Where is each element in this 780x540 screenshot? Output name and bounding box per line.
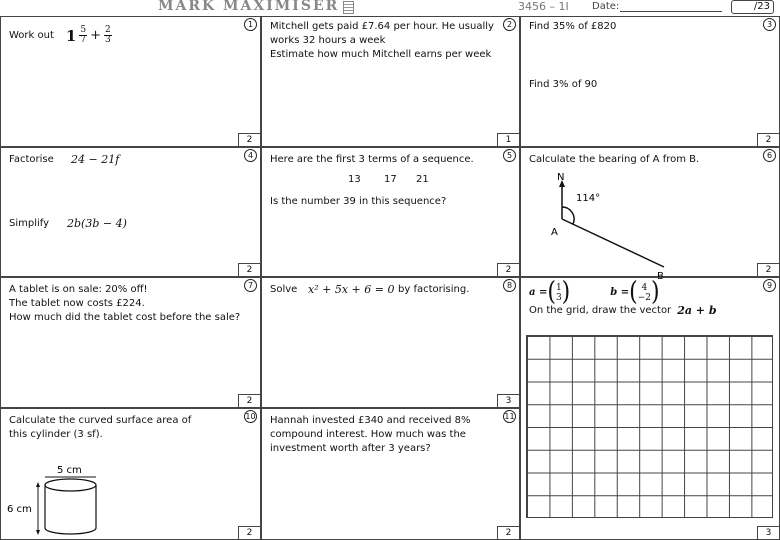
q8-label-b: by factorising. [398,284,470,295]
q4-expr-a: 24 − 21f [71,153,120,166]
question-grid [0,16,780,540]
question-number: 11 [504,412,515,421]
q3-text-a: Find 35% of £820 [529,21,617,32]
q8-label-a: Solve [270,284,298,295]
q11-text: Hannah invested £340 and received 8% compound interest. How much was the investment worth after 3 years? [270,415,471,454]
question-number: 8 [503,279,516,292]
marks-box: 2 [238,394,260,407]
vector-b-label: b = [610,287,630,298]
question-10[interactable] [0,408,261,540]
cylinder-top [45,479,96,491]
q4-label-a: Factorise [9,154,54,165]
question-9[interactable] [520,277,780,540]
question-number: 2 [503,18,516,31]
q9-text: On the grid, draw the vector [529,305,672,316]
marks-box: 2 [238,526,260,539]
question-8[interactable] [261,277,520,408]
q5-text-b: Is the number 39 in this sequence? [270,196,447,207]
north-label: N [557,172,565,183]
question-11[interactable] [261,408,520,540]
question-number: 10 [245,412,256,421]
marks-box: 2 [757,263,779,276]
q5-term-3: 21 [416,174,429,185]
question-number: 6 [763,149,776,162]
vector-a: ( 1 3 ) [547,277,571,308]
question-number: 1 [244,18,257,31]
height-arrow-up-icon [36,482,40,487]
question-3[interactable] [520,16,780,147]
height-label: 6 cm [7,504,32,515]
q1-whole: 1 [65,26,77,45]
brand-title: MARK MAXIMISER [158,0,340,14]
vector-grid[interactable] [526,335,773,518]
point-b-label: B [657,271,664,282]
marks-box: 3 [757,526,779,539]
worksheet-code: 3456 – 1I [518,0,569,13]
marks-box: 2 [238,133,260,146]
q10-text: Calculate the curved surface area of this cylinder (3 sf). [9,415,192,440]
score-box[interactable]: /23 [731,0,774,14]
question-7[interactable] [0,277,261,408]
question-6[interactable] [520,147,780,282]
q9-expr: 2a + b [677,304,717,317]
question-1[interactable] [0,16,261,147]
date-label: Date: [592,1,620,12]
q1-label: Work out [9,29,54,41]
marks-box: 2 [238,263,260,276]
bearing-line [562,219,664,267]
q1-fraction-2: $\frac{2}{3}$ [104,25,111,45]
q4-label-b: Simplify [9,218,50,229]
cylinder-diagram [5,465,115,537]
q8-expr: x² + 5x + 6 = 0 [308,283,395,296]
q3-text-b: Find 3% of 90 [529,79,598,90]
cylinder-body [45,485,96,534]
point-a-label: A [551,227,558,238]
q1-operator: + [90,27,101,43]
marks-box: 2 [757,133,779,146]
question-4[interactable] [0,147,261,277]
question-number: 5 [503,149,516,162]
diameter-label: 5 cm [57,465,82,476]
angle-label: 114° [576,193,601,204]
marks-box: 1 [497,133,519,146]
question-number: 4 [244,149,257,162]
q4-expr-b: 2b(3b − 4) [67,217,127,230]
vector-b: ( 4 −2 ) [629,277,660,308]
q5-term-2: 17 [384,174,397,185]
question-number: 3 [763,18,776,31]
marks-box: 2 [497,263,519,276]
height-arrow-down-icon [36,530,40,535]
q7-text: A tablet is on sale: 20% off! The tablet now costs £224. How much did the tablet cost before the sale? [9,284,241,323]
header [0,0,780,16]
question-2[interactable] [261,16,520,147]
marks-box: 3 [497,394,519,407]
q6-text: Calculate the bearing of A from B. [529,154,700,165]
marks-box: 2 [497,526,519,539]
question-5[interactable] [261,147,520,277]
bearing-diagram [541,172,741,282]
q5-term-1: 13 [348,174,361,185]
q2-text: Mitchell gets paid £7.64 per hour. He usually works 32 hours a week Estimate how much Mitchell earns per week [270,21,494,60]
vector-a-label: a = [529,287,548,298]
q1-fraction-1: $\frac{5}{7}$ [80,25,87,45]
calculator-icon [343,1,354,14]
date-field[interactable] [620,11,722,12]
q5-text-a: Here are the first 3 terms of a sequence. [270,154,474,165]
question-number: 9 [763,279,776,292]
question-number: 7 [244,279,257,292]
